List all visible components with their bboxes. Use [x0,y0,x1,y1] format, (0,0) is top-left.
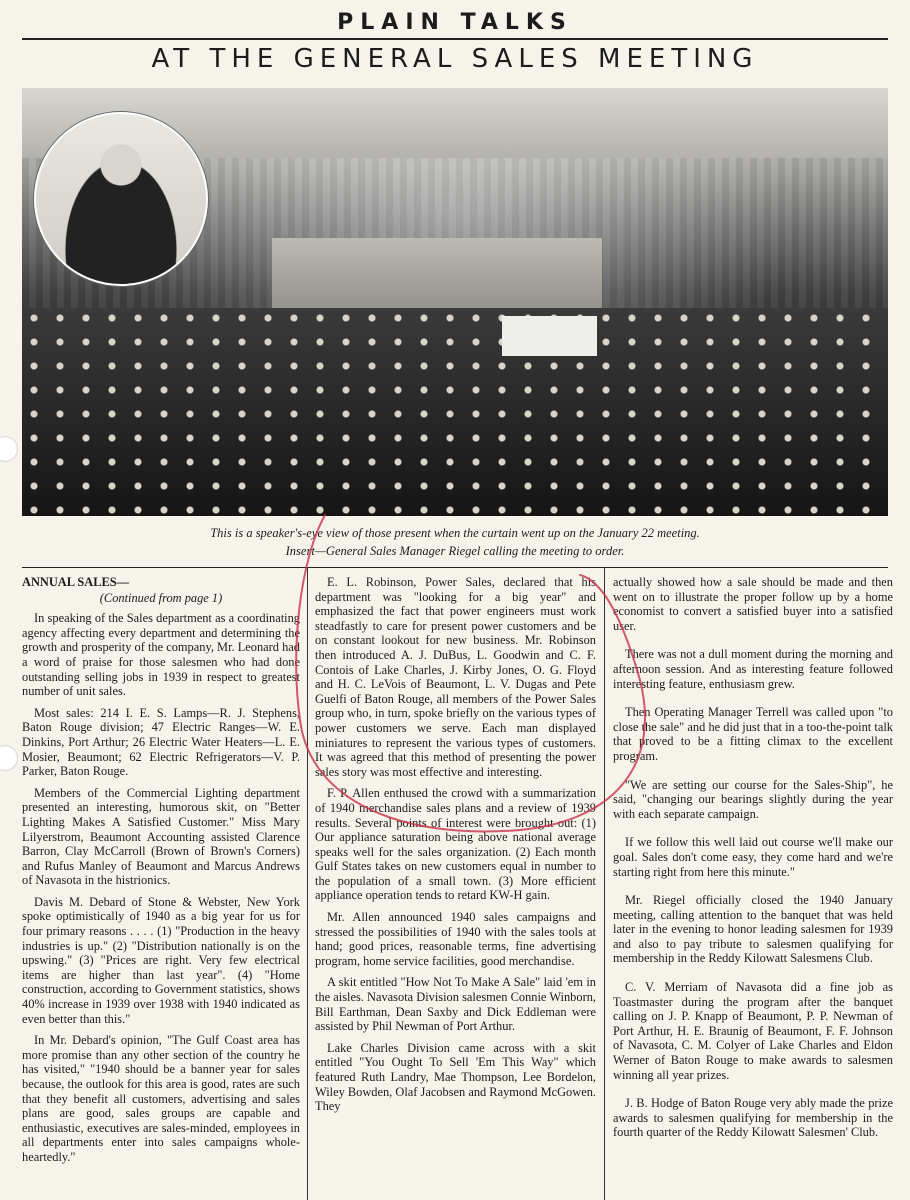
paragraph: Mr. Riegel officially closed the 1940 January meeting, calling attention to the banquet that was held later in the evening to honor leading salesmen for 1939 and also to pay tribute to salesmen qualifying for membership in the Reddy Kilowatt Salesmens Club. [613,893,893,966]
paragraph: F. P. Allen enthused the crowd with a summarization of 1940 merchandise sales plans and a review of 1939 results. Several points of interest were brought out: (1) Our appliance saturation being above national average speaks well for the sales organization. (2) Each month Gulf States takes on new customers equal in number to the population of a small town. (3) More efficient appliance operation tends to retard KW-H gain. [315,786,596,903]
caption-line-1: This is a speaker's-eye view of those present when the curtain went up on the January 22 meeting. [210,526,700,540]
paragraph: actually showed how a sale should be made and then went on to illustrate the proper follow up by a home economist to convert a satisfied buyer into a satisfied user. [613,575,893,633]
paragraph: Members of the Commercial Lighting department presented an interesting, humorous skit, on "Better Lighting Makes A Satisfied Customer." Miss Mary Lilyerstrom, Beaumont Accounting assisted Clarence Barron, Clay McCarroll (Brown of Brown's Corners) and Rufus Manley of Beaumont and Marcus Andrews of Navasota in the histrionics. [22,785,300,888]
paragraph: If we follow this well laid out course we'll make our goal. Sales don't come easy, they come hard and we're starting right from here this minute." [613,835,893,879]
paragraph: "We are setting our course for the Sales-Ship", he said, "changing our bearings slightly during the year with each separate campaign. [613,777,893,821]
paragraph: There was not a dull moment during the morning and afternoon session. And as interesting feature followed interesting feature, enthusiasm grew. [613,647,893,691]
paragraph: A skit entitled "How Not To Make A Sale" laid 'em in the aisles. Navasota Division salesmen Connie Winborn, Bill Earthman, Dean Saxby and Dick Eddleman were assisted by Phil Newman of Port Arthur. [315,975,596,1034]
paragraph: Lake Charles Division came across with a skit entitled "You Ought To Sell 'Em This Way" which featured Ruth Landry, Mae Thompson, Lee Bordelon, Wiley Bowden, Olaf Jacobsen and Raymond McGowen. They [315,1040,596,1114]
masthead: PLAIN TALKS [337,10,573,35]
paragraph: Davis M. Debard of Stone & Webster, New York spoke optimistically of 1940 as a big year for us for four primary reasons . . . . (1) "Production in the heavy industries is up." (2) "Distribution nationally is on the upswing." (3) "Prices are right. Very few electrical items are higher than last year". (4) "Home construction, according to Government statistics, shows 40% increase in 1939 over 1938 with 1940 indicated as even better than this." [22,894,300,1026]
paragraph: In speaking of the Sales department as a coordinating agency affecting every department and determining the growth and prosperity of the company, Mr. Leonard had a word of praise for those salesmen who had done outstanding selling jobs in 1939 in respect to greatest number of unit sales. [22,611,300,699]
paragraph: Then Operating Manager Terrell was called upon "to close the sale" and he did just that in a too-the-point talk that proved to be a fitting climax to the excellent program. [613,705,893,763]
caption-line-2: Insert—General Sales Manager Riegel calling the meeting to order. [285,544,625,558]
paragraph: E. L. Robinson, Power Sales, declared that his department was "looking for a big year" and emphasized the fact that power engineers must work steadfastly to care for present power customers and be on constant lookout for new business. Mr. Robinson then introduced A. J. DuBus, L. Goodwin and C. F. Contois of Lake Charles, J. Kirby Jones, O. G. Floyd and H. C. LeVois of Beaumont, L. V. Dugas and Pete Guelfi of Baton Rouge, all members of the Power Sales group who, in turn, spoke briefly on the various types of power customers we serve. Each man displayed miniatures to represent the various types of customers. It was agreed that this method of presenting the power sales story was most effective and interesting. [315,575,596,779]
paragraph: Most sales: 214 I. E. S. Lamps—R. J. Stephens, Baton Rouge division; 47 Electric Ranges—W. E. Dinkins, Port Arthur; 26 Electric Water Heaters—L. E. Mosier, Beaumont; 62 Electric Refrigerators—V. P. Parker, Baton Rouge. [22,705,300,779]
paragraph: J. B. Hodge of Baton Rouge very ably made the prize awards to salesmen qualifying for membership in the fourth quarter of the Reddy Kilowatt Salesmen' Club. [613,1096,893,1140]
paragraph: C. V. Merriam of Navasota did a fine job as Toastmaster during the program after the banquet calling on J. P. Knapp of Beaumont, P. P. Newman of Port Arthur, H. E. Braunig of Beaumont, F. F. Johnson of Navasota, C. M. Colyer of Lake Charles and Eldon Werner of Baton Rouge to make awards to salesmen winning all year prizes. [613,980,893,1082]
paragraph: In Mr. Debard's opinion, "The Gulf Coast area has more promise than any other section of the country he has visited," "1940 should be a banner year for sales because, the outlook for this area is good, rates are such that they benefit all customers, advertising and sales plans are good, sales groups are capable and enthusiastic, executives are sales-minded, employees in all departments enter into sales campaigns whole-heartedly." [22,1033,300,1164]
article-heading: ANNUAL SALES— [22,575,130,589]
paragraph: Mr. Allen announced 1940 sales campaigns and stressed the possibilities of 1940 with the sales tools at hand; good prices, reasonable terms, fine advertising program, home service facilities, good merchandise. [315,910,596,968]
continued-note: (Continued from page 1) [99,590,223,605]
page-headline: AT THE GENERAL SALES MEETING [151,44,759,74]
